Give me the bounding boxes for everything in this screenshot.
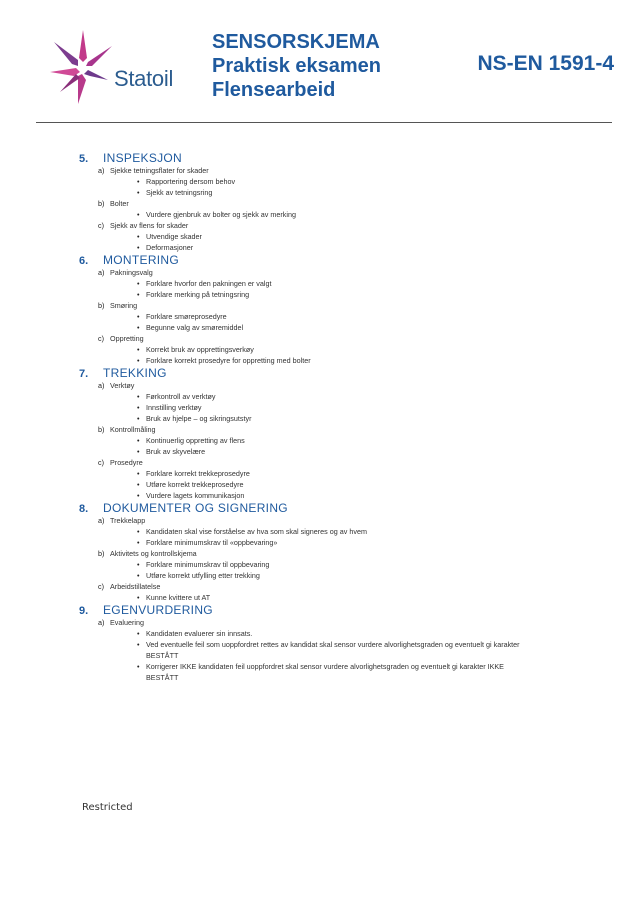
checklist-item bbox=[80, 198, 600, 209]
bullet-text: Ved eventuelle feil som uoppfordret rettes av kandidat skal sensor vurdere alvorlighetsgraden og eventuelt gi karakter BESTÅTT bbox=[146, 640, 520, 660]
title-line-1: SENSORSKJEMA bbox=[212, 31, 380, 53]
bullet-icon: • bbox=[137, 593, 140, 602]
title-line-2: Praktisk eksamen bbox=[212, 55, 382, 77]
item-label: Prosedyre bbox=[110, 458, 143, 467]
bullet-text: Kandidaten evaluerer sin innsats. bbox=[146, 629, 253, 638]
item-label: Smøring bbox=[110, 301, 138, 310]
bullet-icon: • bbox=[137, 527, 140, 536]
bullet-text: Forklare smøreprosedyre bbox=[146, 312, 227, 321]
bullet-icon: • bbox=[137, 538, 140, 547]
bullet-icon: • bbox=[137, 279, 140, 288]
section-title: MONTERING bbox=[103, 253, 180, 267]
logo-wordmark: Statoil bbox=[114, 66, 174, 91]
bullet-text: Innstilling verktøy bbox=[146, 403, 202, 412]
section-heading bbox=[80, 151, 600, 165]
bullet-text: Vurdere lagets kommunikasjon bbox=[146, 491, 245, 500]
bullet-point bbox=[80, 526, 600, 537]
bullet-point bbox=[80, 592, 600, 603]
bullet-point bbox=[80, 176, 600, 187]
bullet-text: Korrigerer IKKE kandidaten feil uoppfordret skal sensor vurdere alvorlighetsgraden og eventuelt gi karakter IKKE BESTÅTT bbox=[146, 662, 504, 682]
bullet-icon: • bbox=[137, 323, 140, 332]
bullet-icon: • bbox=[137, 414, 140, 423]
item-letter: b) bbox=[98, 549, 105, 558]
bullet-icon: • bbox=[137, 662, 140, 671]
bullet-text: Forklare merking på tetningsring bbox=[146, 290, 250, 299]
section-number: 8. bbox=[79, 503, 89, 515]
section-number: 5. bbox=[79, 153, 89, 165]
bullet-point bbox=[80, 570, 600, 581]
item-label: Kontrollmåling bbox=[110, 425, 156, 434]
bullet-text: Korrekt bruk av opprettingsverkøy bbox=[146, 345, 254, 354]
bullet-icon: • bbox=[137, 312, 140, 321]
bullet-point bbox=[80, 402, 600, 413]
section-heading bbox=[80, 501, 600, 515]
bullet-point bbox=[80, 435, 600, 446]
bullet-icon: • bbox=[137, 290, 140, 299]
bullet-text: Forklare korrekt trekkeprosedyre bbox=[146, 469, 250, 478]
bullet-text: Forklare hvorfor den pakningen er valgt bbox=[146, 279, 272, 288]
bullet-text: Utføre korrekt utfylling etter trekking bbox=[146, 571, 260, 580]
bullet-icon: • bbox=[137, 571, 140, 580]
bullet-text: Begunne valg av smøremiddel bbox=[146, 323, 244, 332]
bullet-icon: • bbox=[137, 345, 140, 354]
item-letter: b) bbox=[98, 301, 105, 310]
section-number: 9. bbox=[79, 605, 89, 617]
bullet-icon: • bbox=[137, 629, 140, 638]
item-label: Evaluering bbox=[110, 618, 144, 627]
bullet-point bbox=[80, 479, 600, 490]
bullet-icon: • bbox=[137, 232, 140, 241]
section-number: 6. bbox=[79, 255, 89, 267]
bullet-point bbox=[80, 537, 600, 548]
bullet-point bbox=[80, 242, 600, 253]
star-logo-icon bbox=[48, 28, 118, 108]
section bbox=[80, 501, 600, 603]
bullet-point bbox=[80, 187, 600, 198]
bullet-icon: • bbox=[137, 392, 140, 401]
bullet-point bbox=[80, 446, 600, 457]
bullet-text: Vurdere gjenbruk av bolter og sjekk av merking bbox=[146, 210, 296, 219]
checklist-item bbox=[80, 424, 600, 435]
bullet-icon: • bbox=[137, 640, 140, 649]
item-letter: b) bbox=[98, 425, 105, 434]
checklist-content bbox=[80, 151, 600, 683]
item-label: Trekkelapp bbox=[110, 516, 146, 525]
item-label: Aktivitets og kontrollskjema bbox=[110, 549, 197, 558]
checklist-item bbox=[80, 300, 600, 311]
bullet-icon: • bbox=[137, 480, 140, 489]
item-label: Oppretting bbox=[110, 334, 144, 343]
statoil-logo bbox=[48, 28, 198, 108]
item-label: Sjekke tetningsflater for skader bbox=[110, 166, 209, 175]
item-letter: a) bbox=[98, 268, 105, 277]
bullet-point bbox=[80, 468, 600, 479]
checklist-item bbox=[80, 457, 600, 468]
bullet-icon: • bbox=[137, 469, 140, 478]
bullet-text: Deformasjoner bbox=[146, 243, 194, 252]
bullet-point bbox=[80, 413, 600, 424]
item-letter: c) bbox=[98, 221, 104, 230]
section bbox=[80, 603, 600, 683]
checklist-item bbox=[80, 220, 600, 231]
document-title bbox=[212, 30, 381, 102]
bullet-point bbox=[80, 209, 600, 220]
bullet-point bbox=[80, 628, 600, 639]
bullet-text: Utføre korrekt trekkeprosedyre bbox=[146, 480, 244, 489]
bullet-point bbox=[80, 391, 600, 402]
bullet-point bbox=[80, 289, 600, 300]
section-title: INSPEKSJON bbox=[103, 151, 183, 165]
bullet-icon: • bbox=[137, 177, 140, 186]
item-label: Verktøy bbox=[110, 381, 135, 390]
section-heading bbox=[80, 253, 600, 267]
bullet-text: Kandidaten skal vise forståelse av hva som skal signeres og av hvem bbox=[146, 527, 367, 536]
section-heading bbox=[80, 366, 600, 380]
bullet-text: Kunne kvittere ut AT bbox=[146, 593, 211, 602]
bullet-point bbox=[80, 639, 600, 661]
section-heading bbox=[80, 603, 600, 617]
bullet-text: Forklare minimumskrav til «oppbevaring» bbox=[146, 538, 278, 547]
item-letter: a) bbox=[98, 516, 105, 525]
bullet-text: Forklare minimumskrav til oppbevaring bbox=[146, 560, 270, 569]
header-divider bbox=[36, 122, 612, 123]
bullet-icon: • bbox=[137, 447, 140, 456]
item-letter: c) bbox=[98, 458, 104, 467]
bullet-point bbox=[80, 559, 600, 570]
item-letter: c) bbox=[98, 334, 104, 343]
bullet-point bbox=[80, 355, 600, 366]
bullet-point bbox=[80, 311, 600, 322]
bullet-icon: • bbox=[137, 243, 140, 252]
checklist-item bbox=[80, 548, 600, 559]
bullet-point bbox=[80, 344, 600, 355]
section-title: TREKKING bbox=[103, 366, 167, 380]
item-letter: b) bbox=[98, 199, 105, 208]
bullet-point bbox=[80, 322, 600, 333]
bullet-icon: • bbox=[137, 210, 140, 219]
bullet-point bbox=[80, 278, 600, 289]
checklist-item bbox=[80, 267, 600, 278]
checklist-item bbox=[80, 617, 600, 628]
bullet-point bbox=[80, 490, 600, 501]
item-letter: c) bbox=[98, 582, 104, 591]
title-line-3: Flensearbeid bbox=[212, 79, 336, 101]
classification-label: Restricted bbox=[82, 802, 133, 813]
section-title: EGENVURDERING bbox=[103, 603, 213, 617]
standard-code: NS-EN 1591-4 bbox=[477, 52, 614, 75]
checklist-item bbox=[80, 380, 600, 391]
item-label: Bolter bbox=[110, 199, 129, 208]
bullet-icon: • bbox=[137, 436, 140, 445]
section-title: DOKUMENTER OG SIGNERING bbox=[103, 501, 288, 515]
bullet-icon: • bbox=[137, 491, 140, 500]
bullet-icon: • bbox=[137, 560, 140, 569]
bullet-text: Rapportering dersom behov bbox=[146, 177, 236, 186]
checklist-item bbox=[80, 515, 600, 526]
item-label: Arbeidstillatelse bbox=[110, 582, 161, 591]
section bbox=[80, 366, 600, 501]
item-letter: a) bbox=[98, 618, 105, 627]
section bbox=[80, 253, 600, 366]
bullet-text: Forklare korrekt prosedyre for oppretting med bolter bbox=[146, 356, 311, 365]
bullet-text: Sjekk av tetningsring bbox=[146, 188, 213, 197]
item-letter: a) bbox=[98, 166, 105, 175]
section bbox=[80, 151, 600, 253]
bullet-point bbox=[80, 231, 600, 242]
bullet-icon: • bbox=[137, 188, 140, 197]
bullet-text: Bruk av hjelpe – og sikringsutstyr bbox=[146, 414, 252, 423]
item-label: Pakningsvalg bbox=[110, 268, 153, 277]
bullet-text: Kontinuerlig oppretting av flens bbox=[146, 436, 245, 445]
checklist-item bbox=[80, 165, 600, 176]
bullet-icon: • bbox=[137, 403, 140, 412]
bullet-text: Førkontroll av verktøy bbox=[146, 392, 216, 401]
item-label: Sjekk av flens for skader bbox=[110, 221, 189, 230]
checklist-item bbox=[80, 581, 600, 592]
bullet-text: Utvendige skader bbox=[146, 232, 202, 241]
bullet-text: Bruk av skyvelære bbox=[146, 447, 206, 456]
bullet-icon: • bbox=[137, 356, 140, 365]
item-letter: a) bbox=[98, 381, 105, 390]
bullet-point bbox=[80, 661, 600, 683]
checklist-item bbox=[80, 333, 600, 344]
section-number: 7. bbox=[79, 368, 89, 380]
